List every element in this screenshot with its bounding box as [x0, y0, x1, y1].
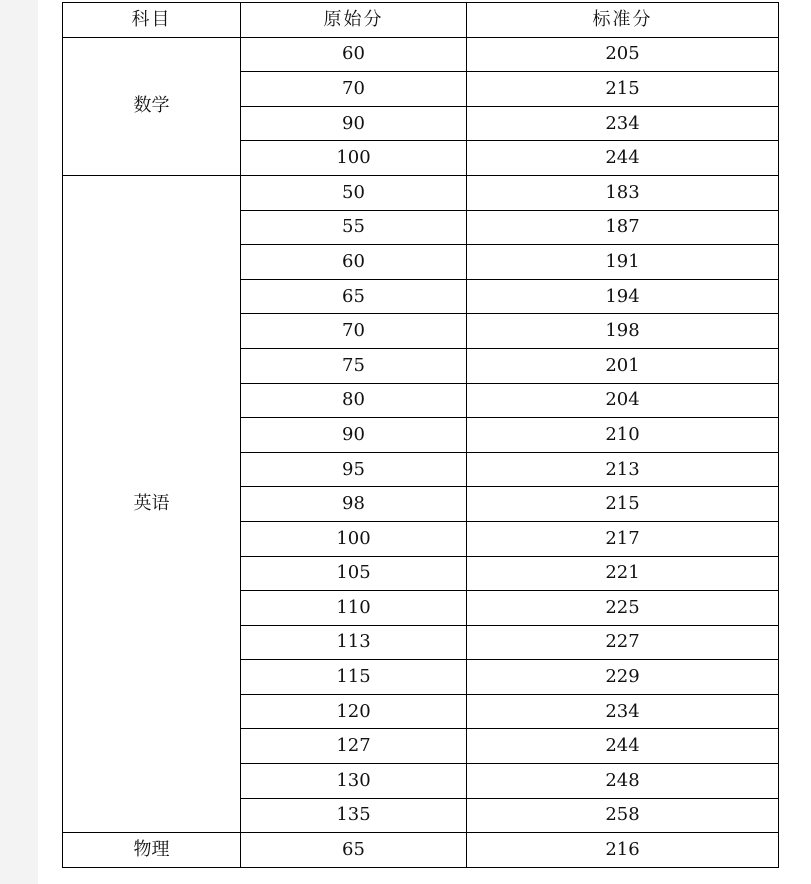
standard-score-cell: 221	[467, 556, 779, 591]
standard-score-cell: 234	[467, 694, 779, 729]
raw-score-cell: 130	[241, 764, 467, 799]
subject-cell: 数学	[63, 37, 241, 175]
raw-score-cell: 90	[241, 418, 467, 453]
header-raw-score: 原始分	[241, 3, 467, 38]
standard-score-cell: 258	[467, 798, 779, 833]
raw-score-cell: 65	[241, 833, 467, 868]
raw-score-cell: 120	[241, 694, 467, 729]
raw-score-cell: 105	[241, 556, 467, 591]
raw-score-cell: 98	[241, 487, 467, 522]
standard-score-cell: 227	[467, 625, 779, 660]
table-row	[63, 175, 779, 210]
raw-score-cell: 60	[241, 245, 467, 280]
raw-score-cell: 115	[241, 660, 467, 695]
table-body	[63, 37, 779, 867]
standard-score-cell: 215	[467, 72, 779, 107]
subject-cell: 物理	[63, 833, 241, 868]
raw-score-cell: 90	[241, 106, 467, 141]
raw-score-cell: 110	[241, 591, 467, 626]
raw-score-cell: 55	[241, 210, 467, 245]
raw-score-cell: 75	[241, 348, 467, 383]
standard-score-cell: 225	[467, 591, 779, 626]
raw-score-cell: 95	[241, 452, 467, 487]
raw-score-cell: 65	[241, 279, 467, 314]
standard-score-cell: 204	[467, 383, 779, 418]
standard-score-cell: 201	[467, 348, 779, 383]
raw-score-cell: 70	[241, 72, 467, 107]
standard-score-cell: 244	[467, 141, 779, 176]
table-row	[63, 37, 779, 72]
raw-score-cell: 100	[241, 141, 467, 176]
standard-score-cell: 217	[467, 521, 779, 556]
table-header-row	[63, 3, 779, 38]
table-row	[63, 833, 779, 868]
standard-score-cell: 194	[467, 279, 779, 314]
subject-cell: 英语	[63, 175, 241, 832]
standard-score-cell: 183	[467, 175, 779, 210]
score-conversion-table	[62, 2, 779, 868]
left-margin-strip	[0, 0, 38, 884]
header-standard-score: 标准分	[467, 3, 779, 38]
standard-score-cell: 248	[467, 764, 779, 799]
standard-score-cell: 234	[467, 106, 779, 141]
raw-score-cell: 60	[241, 37, 467, 72]
raw-score-cell: 135	[241, 798, 467, 833]
standard-score-cell: 187	[467, 210, 779, 245]
raw-score-cell: 80	[241, 383, 467, 418]
standard-score-cell: 205	[467, 37, 779, 72]
standard-score-cell: 191	[467, 245, 779, 280]
raw-score-cell: 127	[241, 729, 467, 764]
standard-score-cell: 213	[467, 452, 779, 487]
standard-score-cell: 244	[467, 729, 779, 764]
standard-score-cell: 216	[467, 833, 779, 868]
raw-score-cell: 50	[241, 175, 467, 210]
raw-score-cell: 70	[241, 314, 467, 349]
standard-score-cell: 210	[467, 418, 779, 453]
header-subject: 科目	[63, 3, 241, 38]
raw-score-cell: 113	[241, 625, 467, 660]
raw-score-cell: 100	[241, 521, 467, 556]
standard-score-cell: 215	[467, 487, 779, 522]
standard-score-cell: 198	[467, 314, 779, 349]
standard-score-cell: 229	[467, 660, 779, 695]
